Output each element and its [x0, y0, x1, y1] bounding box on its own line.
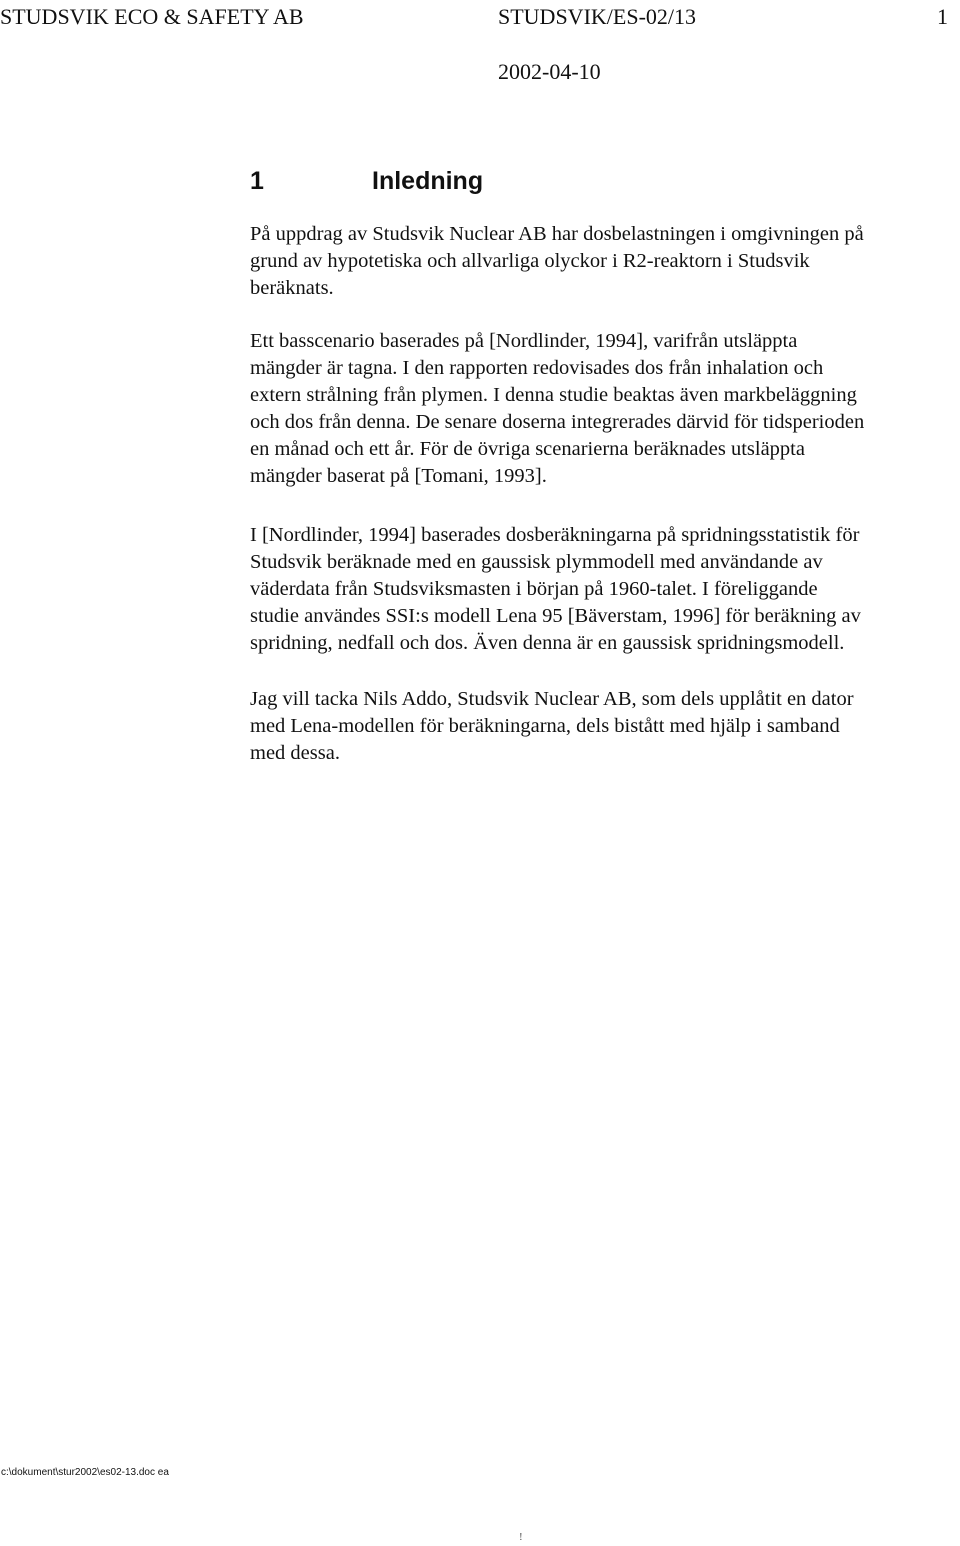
- text-line: väderdata från Studsviksmasten i början på 1960-talet. I föreliggande: [250, 578, 818, 600]
- text-line: studie användes SSI:s modell Lena 95 [Bäverstam, 1996] för beräkning av: [250, 605, 861, 627]
- footer-file-path: c:\dokument\stur2002\es02-13.doc ea: [1, 1467, 169, 1478]
- text-line: mängder baserat på [Tomani, 1993].: [250, 465, 547, 487]
- footer-mark: !: [519, 1531, 523, 1543]
- section-heading: [250, 164, 483, 198]
- text-line: I [Nordlinder, 1994] baserades dosberäkningarna på spridningsstatistik för: [250, 524, 860, 546]
- report-date: 2002-04-10: [498, 59, 601, 84]
- paragraph-intro: [250, 221, 950, 302]
- text-line: Studsvik beräknade med en gaussisk plymmodell med användande av: [250, 551, 823, 573]
- text-line: Ett basscenario baserades på [Nordlinder, 1994], varifrån utsläppta: [250, 330, 798, 352]
- paragraph-base-scenario: [250, 328, 950, 490]
- company-name: STUDSVIK ECO & SAFETY AB: [0, 4, 304, 29]
- paragraph-acknowledgement: [250, 686, 950, 767]
- text-line: mängder är tagna. I den rapporten redovisades dos från inhalation och: [250, 357, 824, 379]
- section-number: 1: [250, 167, 264, 195]
- text-line: en månad och ett år. För de övriga scenarierna beräknades utsläppta: [250, 438, 805, 460]
- text-line: med Lena-modellen för beräkningarna, dels bistått med hjälp i samband: [250, 715, 840, 737]
- text-line: beräknats.: [250, 277, 334, 299]
- text-line: grund av hypotetiska och allvarliga olyckor i R2-reaktorn i Studsvik: [250, 250, 810, 272]
- text-line: Jag vill tacka Nils Addo, Studsvik Nuclear AB, som dels upplåtit en dator: [250, 688, 854, 710]
- paragraph-models: [250, 522, 950, 657]
- section-title: Inledning: [372, 167, 484, 195]
- report-id: STUDSVIK/ES-02/13: [498, 4, 697, 29]
- page-number: 1: [937, 4, 948, 29]
- text-line: med dessa.: [250, 742, 340, 764]
- text-line: och dos från denna. De senare doserna integrerades därvid för tidsperioden: [250, 411, 865, 433]
- text-line: spridning, nedfall och dos. Även denna är en gaussisk spridningsmodell.: [250, 632, 845, 654]
- text-line: På uppdrag av Studsvik Nuclear AB har dosbelastningen i omgivningen på: [250, 223, 864, 245]
- text-line: extern strålning från plymen. I denna studie beaktas även markbeläggning: [250, 384, 857, 406]
